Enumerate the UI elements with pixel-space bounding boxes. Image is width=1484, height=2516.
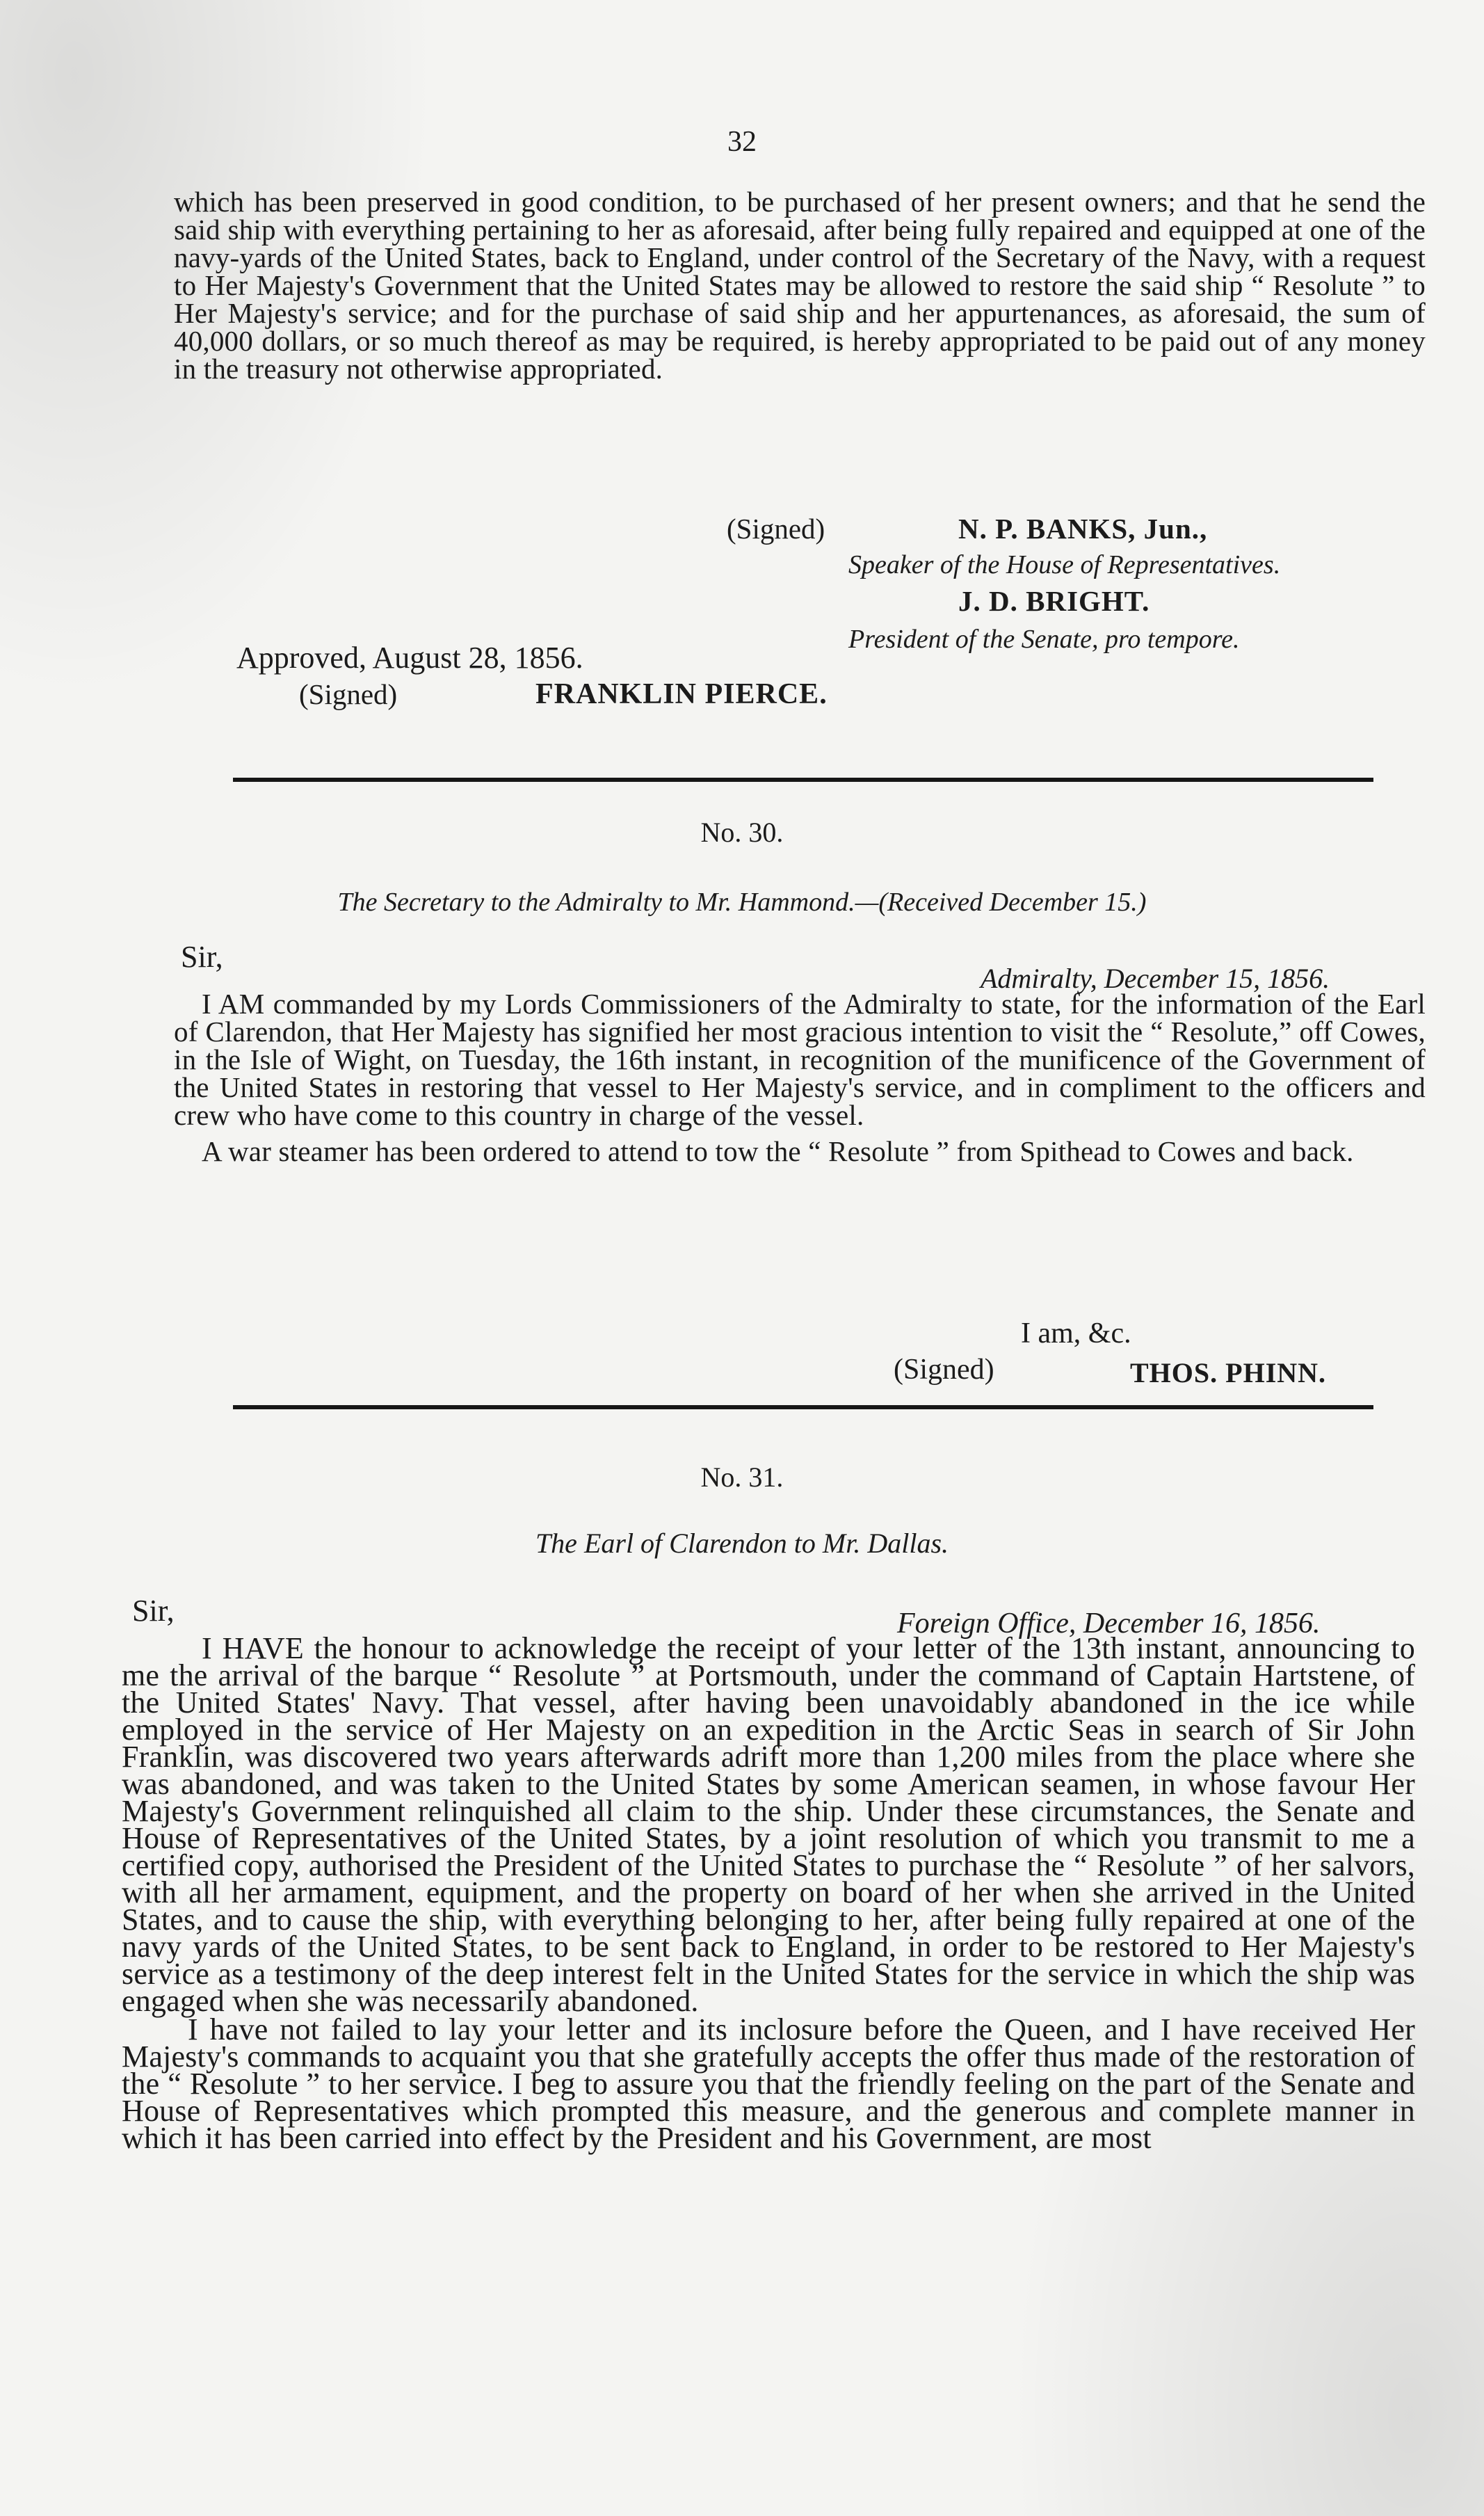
letter-30-paragraph-2: A war steamer has been ordered to attend to tow the “ Resolute ” from Spithead to Cowes and back. xyxy=(202,1135,1354,1167)
signer-pierce: FRANKLIN PIERCE. xyxy=(535,678,828,710)
signer-phinn: THOS. PHINN. xyxy=(1130,1357,1327,1388)
signer-bright-title: President of the Senate, pro tempore. xyxy=(848,625,1240,654)
dateline-30: Admiralty, December 15, 1856. xyxy=(981,963,1330,994)
signer-banks: N. P. BANKS, Jun., xyxy=(958,513,1208,545)
signer-banks-title: Speaker of the House of Representatives. xyxy=(848,550,1281,579)
letter-heading-30: The Secretary to the Admiralty to Mr. Hammond.—(Received December 15.) xyxy=(337,888,1147,917)
signer-bright: J. D. BRIGHT. xyxy=(958,585,1150,617)
signed-label-2: (Signed) xyxy=(299,678,398,710)
letter-body-30 xyxy=(174,990,1426,1165)
resolution-paragraph: which has been preserved in good condition, to be purchased of her present owners; and that he send the said ship with everything pertaining to her as aforesaid, after being fully repaired and equipped at one of the navy-yards of the United States, back to England, under control of the Secretary of the Navy, with a request to Her Majesty's Government that the United States may be allowed to restore the said ship “ Resolute ” to Her Majesty's service; and for the purchase of said ship and her appurtenances, as aforesaid, the sum of 40,000 dollars, or so much thereof as may be required, is hereby appropriated to be paid out of any money in the treasury not otherwise appropriated. xyxy=(174,186,1426,385)
letter-heading-31: The Earl of Clarendon to Mr. Dallas. xyxy=(535,1528,949,1559)
section-divider-2 xyxy=(233,1405,1373,1409)
dateline-31: Foreign Office, December 16, 1856. xyxy=(897,1608,1321,1640)
salutation-31: Sir, xyxy=(132,1594,175,1628)
letter-31-paragraph-1: I HAVE the honour to acknowledge the receipt of your letter of the 13th instant, announcing to me the arrival of the barque “ Resolute ” at Portsmouth, under the command of Captain Hartstene, of the United States' Navy. That vessel, after having been unavoidably abandoned in the ice while employed in the service of Her Majesty on an expedition in the Arctic Seas in search of Sir John Franklin, was discovered two years afterwards adrift more than 1,200 miles from the place where she was abandoned, and was taken to the United States by some American seamen, in whose favour Her Majesty's Government relinquished all claim to the ship. Under these circumstances, the Senate and House of Representatives of the United States, by a joint resolution of which you transmit to me a certified copy, authorised the President of the United States to purchase the “ Resolute ” of her salvors, with all her armament, equipment, and the property on board of her when she arrived in the United States, and to cause the ship, with everything belonging to her, after being fully repaired at one of the navy yards of the United States, to be sent back to England, in order to be restored to Her Majesty's service as a testimony of the deep interest felt in the United States for the service in which the ship was engaged when she was necessarily abandoned. xyxy=(122,1631,1415,2018)
closing-30: I am, &c. xyxy=(1021,1317,1131,1349)
signed-label-30: (Signed) xyxy=(894,1354,994,1386)
resolution-block xyxy=(174,188,1426,383)
page-number: 32 xyxy=(727,126,757,158)
salutation-30: Sir, xyxy=(181,940,223,974)
letter-30-paragraph-1: I AM commanded by my Lords Commissioners of the Admiralty to state, for the information of the Earl of Clarendon, that Her Majesty has signified her most gracious intention to visit the “ Resolute,” off Cowes, in the Isle of Wight, on Tuesday, the 16th instant, in recognition of the munificence of the Government of the United States in restoring that vessel to Her Majesty's service, and in compliment to the officers and crew who have come to this country in charge of the vessel. xyxy=(174,988,1426,1131)
approved-line: Approved, August 28, 1856. xyxy=(236,641,583,675)
letter-number-30: No. 30. xyxy=(700,817,784,848)
section-divider xyxy=(233,778,1373,782)
letter-body-31 xyxy=(122,1631,1415,2155)
signed-label: (Signed) xyxy=(727,513,825,545)
letter-31-paragraph-2: I have not failed to lay your letter and its inclosure before the Queen, and I have received Her Majesty's commands to acquaint you that she gratefully accepts the offer thus made of the restoration of the “ Resolute ” to her service. I beg to assure you that the friendly feeling on the part of the Senate and House of Representatives which prompted this measure, and the generous and complete manner in which it has been carried into effect by the President and his Government, are most xyxy=(122,2012,1415,2155)
letter-number-31: No. 31. xyxy=(700,1461,784,1493)
